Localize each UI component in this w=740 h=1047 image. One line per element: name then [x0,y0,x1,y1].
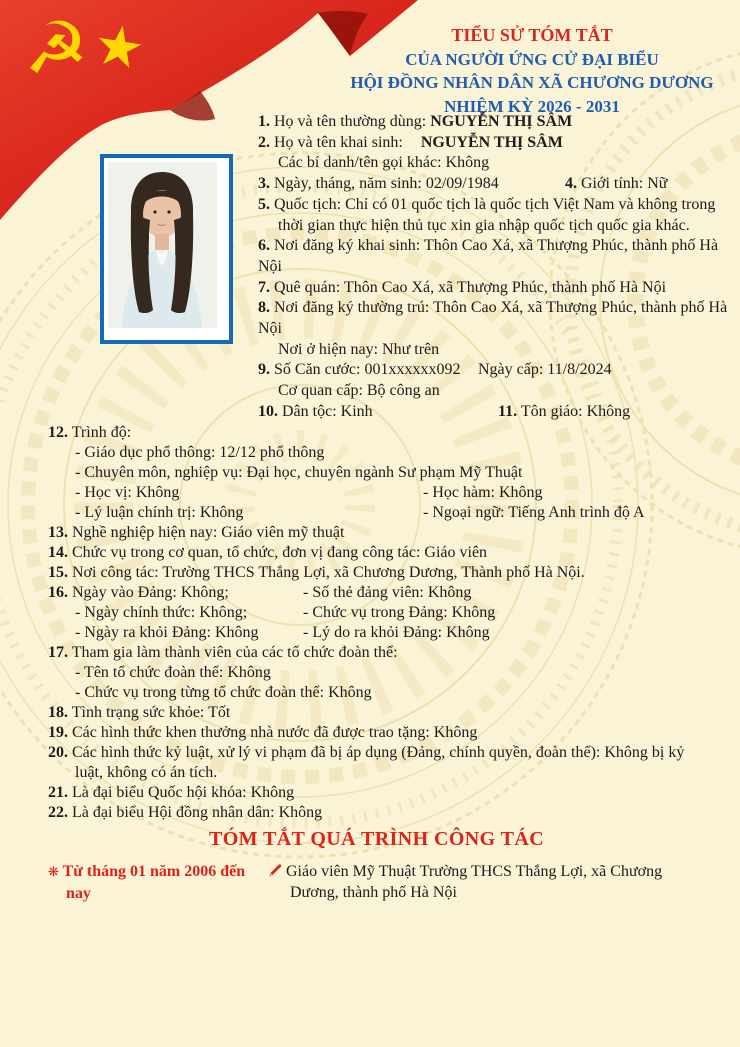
career-period-text: Từ tháng 01 năm 2006 đến nay [62,863,246,903]
document-subtitle-3: NHIỆM KỲ 2026 - 2031 [444,96,620,116]
field-5 [258,195,736,236]
document-title-block [330,24,734,118]
field-12-political-theory [75,503,705,523]
field-text: Ngày vào Đảng: Không; [72,583,229,601]
field-6 [258,236,736,277]
detail-info-block [48,423,705,824]
career-description-text: Giáo viên Mỹ Thuật Trường THCS Thắng Lợi, xã Chương Dương, thành phố Hà Nội [286,863,663,902]
field-text: Nơi đăng ký thường trú: Thôn Cao Xá, xã Thượng Phúc, thành phố Hà Nội [258,299,728,338]
field-11 [498,402,630,423]
field-8-residence: Nơi ở hiện nay: Như trên [278,340,440,358]
field-12-foreign-language: - Ngoại ngữ: Tiếng Anh trình độ A [423,503,645,521]
field-22 [48,803,705,823]
field-2-aliases: Các bí danh/tên gọi khác: Không [278,154,490,172]
field-10 [258,402,736,423]
field-text: Số Căn cước: 001xxxxxx092 [274,361,461,379]
field-4 [565,174,667,195]
field-number: 18. [48,704,68,722]
field-text: - Học vị: Không [75,483,180,501]
field-14 [48,543,705,563]
field-text: Nơi công tác: Trường THCS Thắng Lợi, xã Chương Dương, Thành phố Hà Nội. [72,563,585,581]
field-12 [48,423,705,443]
field-13 [48,523,705,543]
field-12-academic-title: - Học hàm: Không [423,483,543,501]
field-text: Trình độ: [71,423,132,441]
field-text: Chức vụ trong cơ quan, tổ chức, đơn vị đang công tác: Giáo viên [72,543,488,561]
field-number: 5. [258,195,270,213]
field-17-org-position: - Chức vụ trong từng tổ chức đoàn thể: Không [75,684,372,702]
field-text: Quê quán: Thôn Cao Xá, xã Thượng Phúc, thành phố Hà Nội [274,278,667,296]
personal-info-block [258,112,736,423]
field-number: 16. [48,583,68,601]
field-8 [258,298,736,339]
field-number: 22. [48,804,68,822]
common-name-value: NGUYỄN THỊ SÂM [430,113,573,130]
field-9-issue-date: Ngày cấp: 11/8/2024 [478,361,612,379]
field-number: 7. [258,278,270,296]
birth-name-value: NGUYỄN THỊ SÂM [420,133,563,151]
field-text: Là đại biểu Hội đồng nhân dân: Không [72,804,323,822]
flower-bullet-icon: ❋ [48,865,59,881]
field-16-official-date [75,603,705,623]
field-1 [258,112,736,133]
field-number: 3. [258,175,270,193]
hammer-sickle-icon: ☭ [24,6,89,90]
field-16 [48,583,705,603]
field-7 [258,278,736,299]
career-entry [48,861,705,904]
field-12-education: - Giáo dục phổ thông: 12/12 phổ thông [75,443,325,461]
field-3 [258,174,736,195]
field-text: - Ngày chính thức: Không; [75,603,248,621]
field-label: Họ và tên thường dùng: [274,113,427,130]
field-9-issuer: Cơ quan cấp: Bộ công an [278,382,440,400]
star-icon: ★ [89,11,150,84]
field-number: 8. [258,299,270,317]
field-text: Là đại biểu Quốc hội khóa: Không [72,784,295,802]
field-number: 9. [258,361,270,379]
field-9 [258,360,736,381]
field-16-leave-date [75,623,705,643]
field-text: Tôn giáo: Không [520,402,631,420]
career-section-title: TÓM TẮT QUÁ TRÌNH CÔNG TÁC [208,828,545,851]
field-text: Giới tính: Nữ [581,175,668,193]
field-number: 17. [48,644,68,662]
field-number: 2. [258,133,270,151]
field-label: Họ và tên khai sinh: [274,133,403,151]
field-text: Quốc tịch: Chỉ có 01 quốc tịch là quốc tịch Việt Nam và không trong thời gian thực hiện thủ tục xin gia nhập quốc tịch quốc gia khác. [274,195,716,234]
career-description [268,861,705,904]
document-body [48,112,728,904]
field-number: 4. [565,175,577,193]
field-number: 20. [48,744,68,762]
field-number: 1. [258,113,270,130]
field-text: Nghề nghiệp hiện nay: Giáo viên mỹ thuật [72,523,345,541]
field-16-party-position: - Chức vụ trong Đảng: Không [303,603,496,621]
field-number: 11. [498,402,518,420]
field-17 [48,643,705,663]
field-text: Các hình thức kỷ luật, xử lý vi phạm đã bị áp dụng (Đảng, chính quyền, đoàn thể): Không bị kỷ luật, không có án tích. [72,744,685,782]
field-number: 15. [48,563,68,581]
field-19 [48,723,705,743]
field-12-profession: - Chuyên môn, nghiệp vụ: Đại học, chuyên ngành Sư phạm Mỹ Thuật [75,463,523,481]
document-subtitle-1: CỦA NGƯỜI ỨNG CỬ ĐẠI BIỂU [405,49,659,69]
field-number: 10. [258,402,278,420]
field-text: Ngày, tháng, năm sinh: 02/09/1984 [274,175,499,193]
field-text: Nơi đăng ký khai sinh: Thôn Cao Xá, xã Thượng Phúc, thành phố Hà Nội [258,237,719,275]
field-text: Các hình thức khen thưởng nhà nước đã được trao tặng: Không [72,724,478,742]
field-2 [258,133,736,154]
writing-hand-icon [268,863,283,878]
field-16-party-card: - Số thẻ đảng viên: Không [303,583,472,601]
field-18 [48,703,705,723]
field-number: 12. [48,423,68,441]
field-number: 13. [48,523,68,541]
field-17-org-name: - Tên tổ chức đoàn thể: Không [75,664,271,682]
field-12-degree [75,483,705,503]
field-text: Tình trạng sức khỏe: Tốt [71,704,231,722]
field-text: Tham gia làm thành viên của các tổ chức đoàn thể: [71,644,398,662]
field-number: 19. [48,724,68,742]
field-number: 21. [48,784,68,802]
field-number: 14. [48,543,68,561]
document-title: TIỂU SỬ TÓM TẮT [451,25,613,45]
field-20 [48,743,705,783]
document-subtitle-2: HỘI ĐỒNG NHÂN DÂN XÃ CHƯƠNG DƯƠNG [350,73,714,92]
field-15 [48,563,705,583]
career-period [48,861,268,904]
field-text: - Ngày ra khỏi Đảng: Không [75,624,259,642]
field-21 [48,783,705,803]
field-16-leave-reason: - Lý do ra khỏi Đảng: Không [303,624,490,642]
field-number: 6. [258,237,270,255]
field-text: - Lý luận chính trị: Không [75,503,244,521]
field-text: Dân tộc: Kinh [282,402,373,420]
